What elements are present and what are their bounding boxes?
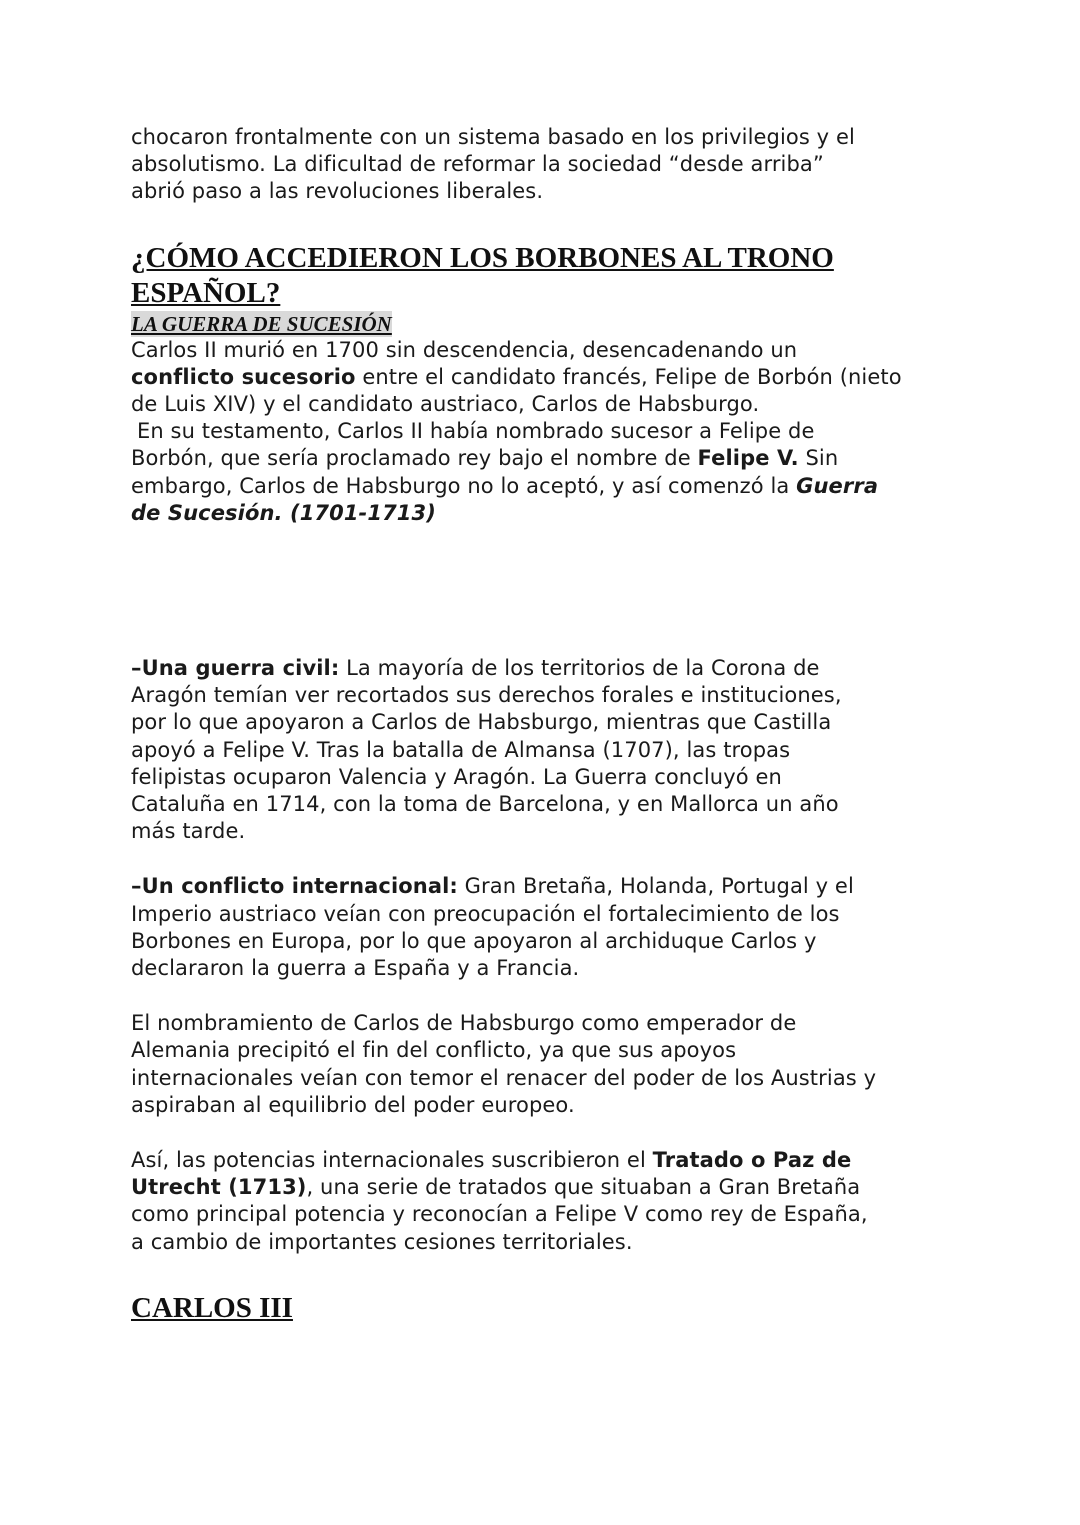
text-line: de Luis XIV) y el candidato austriaco, Carlos de Habsburgo.	[131, 392, 760, 417]
section-borbones	[131, 241, 951, 527]
text-span: Borbón, que sería proclamado rey bajo el nombre de	[131, 446, 698, 471]
subsection-heading: LA GUERRA DE SUCESIÓN	[131, 311, 392, 336]
text-line	[131, 500, 951, 527]
text-line: internacionales veían con temor el renacer del poder de los Austrias y	[131, 1065, 877, 1090]
text-span: entre el candidato francés, Felipe de Borbón (nieto	[355, 364, 902, 389]
bold-italic-term: de Sucesión. (1701-1713)	[131, 500, 436, 525]
text-line: aspiraban al equilibrio del poder europeo.	[131, 1092, 575, 1117]
text-span: , una serie de tratados que situaban a Gran Bretaña	[306, 1175, 861, 1200]
text-line	[131, 1147, 951, 1174]
text-span: Sin	[798, 446, 839, 471]
text-line: como principal potencia y reconocían a Felipe V como rey de España,	[131, 1202, 868, 1227]
civil-war-paragraph	[131, 655, 951, 845]
text-line	[131, 873, 951, 900]
text-span: La mayoría de los territorios de la Corona de	[339, 656, 820, 681]
heading-line: ESPAÑOL?	[131, 276, 281, 309]
intro-paragraph	[131, 124, 951, 206]
text-line: Alemania precipitó el fin del conflicto, ya que sus apoyos	[131, 1038, 737, 1063]
bold-term: Tratado o Paz de	[652, 1148, 852, 1173]
bold-term: –Una guerra civil:	[131, 656, 340, 681]
text-line: chocaron frontalmente con un sistema basado en los privilegios y el	[131, 125, 855, 149]
text-line: absolutismo. La dificultad de reformar la sociedad “desde arriba”	[131, 152, 824, 177]
bold-term: –Un conflicto internacional:	[131, 874, 458, 899]
text-line: abrió paso a las revoluciones liberales.	[131, 179, 544, 204]
bold-term: conflicto sucesorio	[131, 364, 356, 389]
text-line: declararon la guerra a España y a Francia.	[131, 956, 580, 981]
text-line: Imperio austriaco veían con preocupación el fortalecimiento de los	[131, 901, 840, 926]
text-span: Gran Bretaña, Holanda, Portugal y el	[457, 874, 854, 899]
heading-line: ¿CÓMO ACCEDIERON LOS BORBONES AL TRONO	[131, 241, 834, 274]
text-line: Carlos II murió en 1700 sin descendencia, desencadenando un	[131, 337, 798, 362]
international-conflict-paragraph	[131, 873, 951, 982]
text-line: Cataluña en 1714, con la toma de Barcelona, y en Mallorca un año	[131, 792, 839, 817]
text-line	[131, 655, 951, 682]
text-line: felipistas ocuparon Valencia y Aragón. La Guerra concluyó en	[131, 764, 782, 789]
text-line: Borbones en Europa, por lo que apoyaron al archiduque Carlos y	[131, 928, 817, 953]
text-line	[131, 364, 951, 391]
text-line	[131, 445, 951, 472]
text-line: más tarde.	[131, 819, 246, 844]
text-span: embargo, Carlos de Habsburgo no lo aceptó, y así comenzó la	[131, 473, 797, 498]
text-line: apoyó a Felipe V. Tras la batalla de Almansa (1707), las tropas	[131, 737, 791, 762]
succession-paragraph	[131, 337, 951, 527]
section-heading-carlos-iii: CARLOS III	[131, 1291, 293, 1324]
text-line	[131, 1174, 951, 1201]
text-line: a cambio de importantes cesiones territoriales.	[131, 1229, 633, 1254]
bold-italic-term: Guerra	[796, 473, 879, 498]
section-heading	[131, 241, 951, 311]
text-line: por lo que apoyaron a Carlos de Habsburgo, mientras que Castilla	[131, 710, 832, 735]
text-span: Así, las potencias internacionales suscribieron el	[131, 1148, 653, 1173]
text-line: En su testamento, Carlos II había nombrado sucesor a Felipe de	[137, 419, 815, 444]
document-page	[131, 124, 951, 1326]
bold-term: Utrecht (1713)	[131, 1175, 307, 1200]
emperor-paragraph	[131, 1010, 951, 1119]
text-line: Aragón temían ver recortados sus derechos forales e instituciones,	[131, 683, 842, 708]
text-line: El nombramiento de Carlos de Habsburgo como emperador de	[131, 1011, 797, 1036]
utrecht-paragraph	[131, 1147, 951, 1256]
bold-term: Felipe V.	[697, 446, 799, 471]
text-line	[131, 473, 951, 500]
